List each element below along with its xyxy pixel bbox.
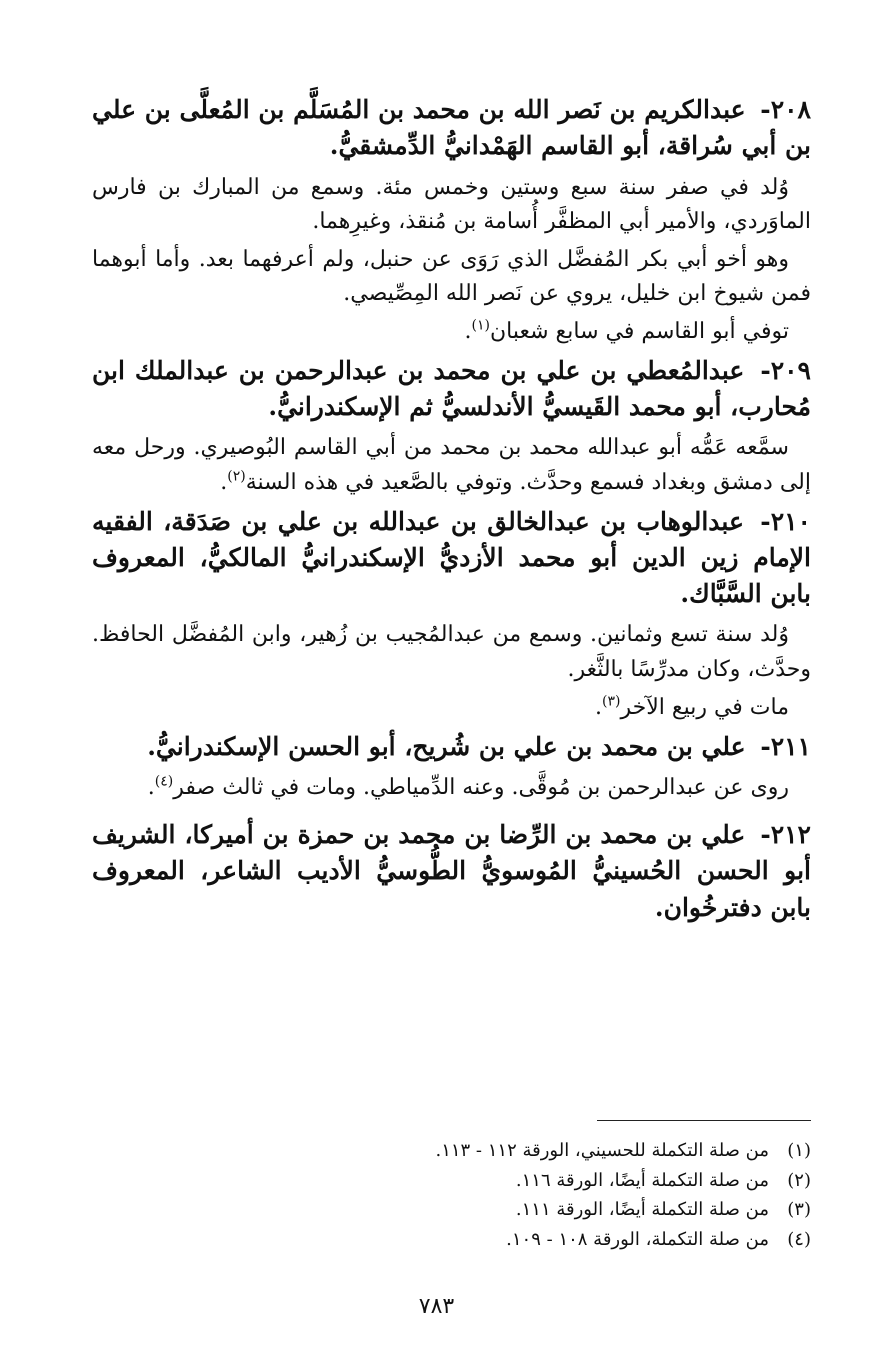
entry-heading [92, 729, 811, 765]
entry-number: ٢١١- [760, 731, 811, 761]
paragraph-text: روى عن عبدالرحمن بن مُوقَّى. وعنه الدِّمياطي. ومات في ثالث صفر [173, 774, 789, 800]
entry-paragraph: وُلد سنة تسع وثمانين. وسمع من عبدالمُجيب بن زُهير، وابن المُفضَّل الحافظ. وحدَّث، وكان مدرِّسًا بالثَّغر. [92, 622, 811, 682]
entry-number: ٢١٢- [760, 820, 811, 850]
paragraph-tail: . [595, 694, 602, 720]
entry-heading [92, 353, 811, 426]
entry-paragraph [92, 315, 811, 349]
page-body [92, 92, 811, 932]
entry-heading [92, 92, 811, 165]
footnote-item [92, 1166, 811, 1196]
entry-212 [92, 817, 811, 926]
footnote-item [92, 1136, 811, 1166]
entry-210 [92, 504, 811, 725]
entry-title: علي بن محمد بن الرِّضا بن محمد بن حمزة بن أميركا، الشريف أبو الحسن الحُسينيُّ المُوسويُّ الطُّوسيُّ الأديب الشاعر، المعروف بابن دفترخُوان. [92, 820, 811, 922]
footnote-item [92, 1225, 811, 1255]
entry-paragraph: وُلد في صفر سنة سبع وستين وخمس مئة. وسمع من المبارك بن فارس الماوَردي، والأمير أبي المظفَّر أُسامة بن مُنقذ، وغيرِهما. [92, 174, 811, 234]
paragraph-tail: . [147, 774, 155, 800]
entry-heading [92, 817, 811, 926]
entry-211 [92, 729, 811, 805]
entry-title: عبدالكريم بن نَصر الله بن محمد بن المُسَلَّم بن المُعلَّى بن علي بن أبي سُراقة، أبو القاسم الهَمْدانيُّ الدِّمشقيُّ. [92, 95, 811, 161]
footnote-text: من صلة التكملة، الورقة ١٠٨ - ١٠٩. [506, 1229, 769, 1251]
entry-209 [92, 353, 811, 500]
paragraph-text: سمَّعه عَمُّه أبو عبدالله محمد بن محمد من أبي القاسم البُوصيري. ورحل معه إلى دمشق وبغداد فسمع وحدَّث. وتوفي بالصَّعيد في هذه السنة [92, 435, 811, 495]
footnote-ref: (٢) [227, 468, 246, 485]
paragraph-tail: . [464, 318, 472, 344]
entry-number: ٢٠٨- [760, 95, 811, 124]
paragraph-text: مات في ربيع الآخر [620, 694, 789, 720]
entry-paragraph: وهو أخو أبي بكر المُفضَّل الذي رَوَى عن حنبل، ولم أعرفهما بعد. وأما أبوهما فمن شيوخ ابن خليل، يروي عن نَصر الله المِصِّيصي. [92, 246, 811, 306]
footnote-ref: (٤) [154, 773, 174, 790]
footnotes [92, 1136, 811, 1255]
entry-title: علي بن محمد بن علي بن شُريح، أبو الحسن الإسكندرانيُّ. [147, 731, 746, 761]
footnote-mark: (٢) [787, 1169, 811, 1191]
entry-number: ٢١٠- [760, 506, 811, 536]
page-number: ٧٨٣ [418, 1294, 455, 1319]
paragraph-tail: . [220, 469, 228, 495]
footnote-mark: (٤) [787, 1229, 811, 1251]
footnote-text: من صلة التكملة أيضًا، الورقة ١١٦. [515, 1169, 769, 1191]
entry-title: عبدالمُعطي بن علي بن محمد بن عبدالرحمن بن عبدالملك ابن مُحارب، أبو محمد القَيسيُّ الأندلسيُّ ثم الإسكندرانيُّ. [92, 355, 811, 422]
footnote-item [92, 1195, 811, 1225]
entry-208 [92, 92, 811, 349]
footnote-text: من صلة التكملة أيضًا، الورقة ١١١. [515, 1199, 769, 1221]
footnote-text: من صلة التكملة للحسيني، الورقة ١١٢ - ١١٣. [435, 1140, 769, 1161]
footnote-ref: (١) [471, 317, 490, 334]
entry-heading [92, 504, 811, 613]
paragraph-text: توفي أبو القاسم في سابع شعبان [490, 318, 789, 344]
entry-title: عبدالوهاب بن عبدالخالق بن عبدالله بن علي بن صَدَقة، الفقيه الإمام زين الدين أبو محمد الأزديُّ الإسكندرانيُّ المالكيُّ، المعروف بابن السَّبَّاك. [92, 506, 811, 609]
footnote-divider [597, 1120, 811, 1121]
footnote-mark: (٣) [787, 1199, 811, 1221]
entry-paragraph [92, 691, 811, 725]
entry-paragraph [92, 771, 811, 805]
entry-paragraph [92, 431, 811, 499]
footnote-mark: (١) [787, 1140, 811, 1161]
entry-number: ٢٠٩- [760, 355, 811, 385]
footnote-ref: (٣) [602, 693, 621, 710]
